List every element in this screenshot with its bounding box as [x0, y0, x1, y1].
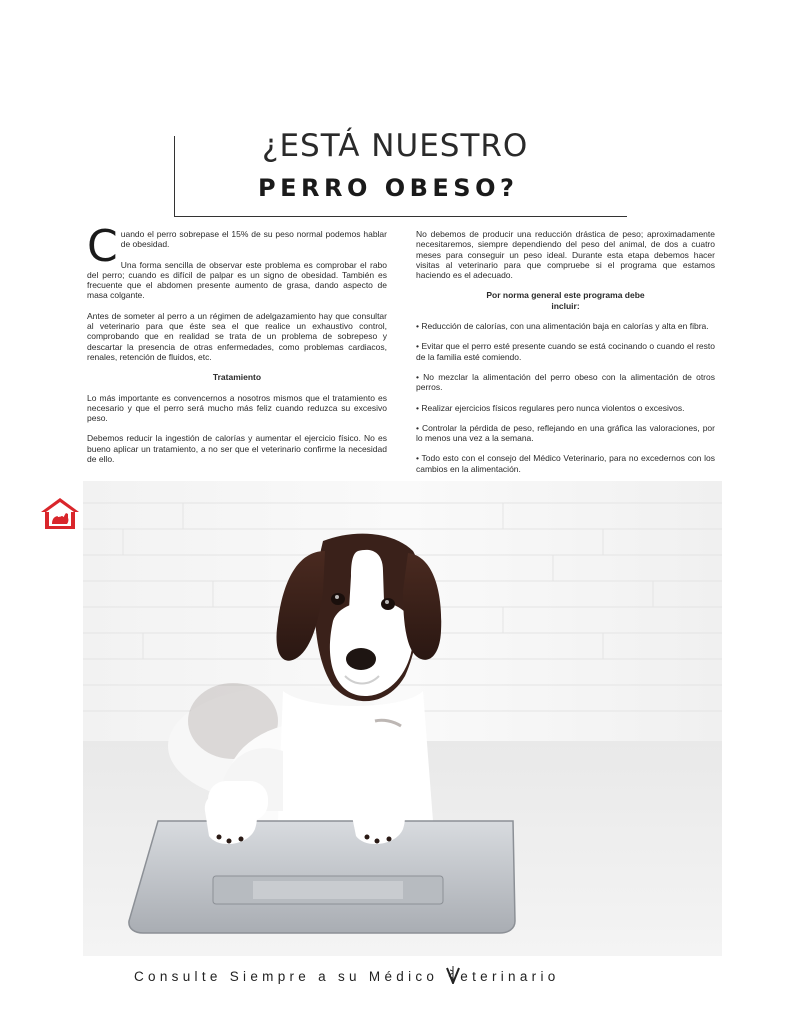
- right-column: [416, 229, 715, 484]
- section-heading-tratamiento: Tratamiento: [212, 372, 262, 383]
- list-item: • No mezclar la alimentación del perro obeso con la alimentación de otros perros.: [416, 371, 715, 393]
- program-heading-line-1: Por norma general este programa debe: [486, 290, 645, 301]
- left-paragraph-2: Una forma sencilla de observar este problema es comprobar el rabo del perro; cuando es difícil de palpar es un signo de obesidad. También es frecuente que el abdomen presente aumento de grasa, dando aspecto de masa colgante.: [87, 259, 387, 301]
- drop-cap: C: [87, 221, 118, 272]
- right-paragraph-1: No debemos de producir una reducción drástica de peso; aproximadamente necesitaremos, siempre dependiendo del peso del animal, de dos a cuatro meses para conseguir un peso ideal. Durante esta etapa debemos hacer visitas al veterinario para que compruebe si el programa que estamos haciendo es el adecuado.: [416, 229, 715, 281]
- left-paragraph-1-text: uando el perro sobrepase el 15% de su peso normal podemos hablar de obesidad.: [120, 229, 387, 250]
- footer-text-before: Consulte Siempre a su Médico: [134, 969, 447, 984]
- list-item: • Todo esto con el consejo del Médico Veterinario, para no excedernos con los cambios en la alimentación.: [416, 453, 715, 474]
- dog-on-scale-photo: [83, 481, 722, 956]
- page-number: 24: [57, 513, 65, 519]
- veterinary-caduceus-icon: [446, 966, 460, 984]
- left-paragraph-4: Lo más importante es convencernos a nosotros mismos que el tratamiento es necesario y que el perro será mucho más feliz cuando reduzca su excesivo peso.: [87, 392, 387, 424]
- left-paragraph-1: [87, 221, 387, 272]
- program-heading-line-2: incluir:: [551, 300, 580, 311]
- left-paragraph-3: Antes de someter al perro a un régimen de adelgazamiento hay que consultar al veterinario para que éste sea el que realice un exhaustivo control, comprobando que en realidad se trata de un problema de sobrepeso y descartar la presencia de otras enfermedades, como problemas cardiacos, renales, retención de fluidos, etc.: [87, 310, 387, 362]
- footer-text-after: eterinario: [460, 969, 560, 984]
- list-item: • Realizar ejercicios físicos regulares pero nunca violentos o excesivos.: [416, 402, 685, 413]
- footer-tagline: [134, 966, 694, 984]
- title-line-1: ¿ESTÁ NUESTRO: [262, 128, 529, 164]
- left-column: [87, 221, 387, 474]
- left-paragraph-5: Debemos reducir la ingestión de calorías y aumentar el ejercicio físico. No es bueno aplicar un tratamiento, a no ser que el veterinario confirme la necesidad de ello.: [87, 433, 387, 465]
- list-item: • Evitar que el perro esté presente cuando se está cocinando o cuando el resto de la familia esté comiendo.: [416, 341, 715, 362]
- title-line-2: PERRO OBESO?: [258, 174, 519, 202]
- list-item: • Controlar la pérdida de peso, reflejando en una gráfica las valoraciones, por lo menos una vez a la semana.: [416, 422, 715, 444]
- list-item: • Reducción de calorías, con una alimentación baja en calorías y alta en fibra.: [416, 321, 709, 332]
- program-heading: [416, 290, 715, 311]
